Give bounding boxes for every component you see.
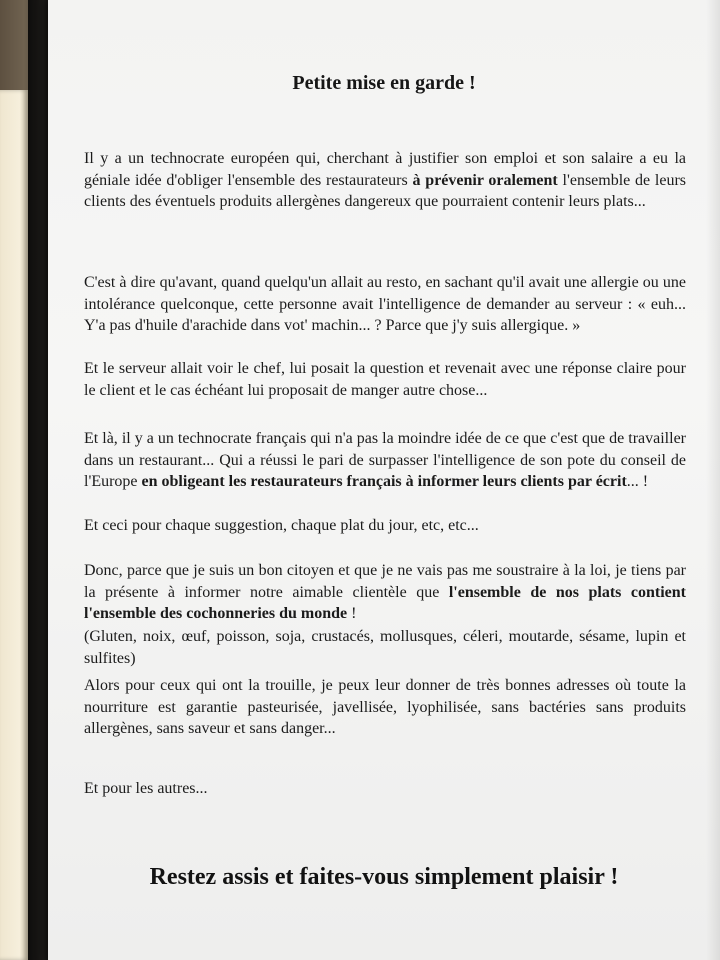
paragraph-1-bold: à prévenir oralement [412,171,558,189]
paragraph-2 [84,272,686,337]
paragraph-1-text: Il y a un technocrate européen qui, cherchant à justifier son emploi et son salaire a eu la géniale idée d'obliger l'ensemble des restaurateurs [84,150,686,189]
paragraph-8 [84,675,686,740]
paragraph-2-text: C'est à dire qu'avant, quand quelqu'un allait au resto, en sachant qu'il avait une allergie ou une intolérance quelconque, cette personne avait l'intelligence de demander au serveur : « euh... Y'a pas d'huile d'arachide dans vot' machin... ? Parce que j'y suis allergique. » [84,274,686,334]
binder-page-edge [0,90,28,960]
paragraph-6-text-end: ! [347,605,357,622]
paragraph-4 [84,428,686,493]
paragraph-3 [84,358,686,401]
paragraph-4-bold: en obligeant les restaurateurs français à informer leurs clients par écrit [141,473,627,490]
notice-sheet [48,0,720,960]
paragraph-6-bold: l'ensemble de nos plats contient l'ensemble des cochonneries du monde [84,583,686,622]
paragraph-8-text: Alors pour ceux qui ont la trouille, je peux leur donner de très bonnes adresses où toute la nourriture est garantie pasteurisée, javellisée, lyophilisée, sans bactéries sans produits allergènes, sans saveur et sans danger... [84,677,686,737]
closing-line: Restez assis et faites-vous simplement plaisir ! [149,864,619,890]
allergen-list-text: (Gluten, noix, œuf, poisson, soja, crustacés, mollusques, céleri, moutarde, sésame, lupin et sulfites) [84,628,686,667]
paragraph-9 [84,778,686,800]
paragraph-9-text: Et pour les autres... [84,780,208,797]
allergen-list [84,626,686,669]
paragraph-6 [84,560,686,625]
paragraph-6-text: Donc, parce que je suis un bon citoyen et que je ne vais pas me soustraire à la loi, je tiens par la présente à informer notre aimable clientèle que [84,562,686,601]
paragraph-5-text: Et ceci pour chaque suggestion, chaque plat du jour, etc, etc... [84,517,479,534]
paragraph-1-text-end: l'ensemble de leurs clients des éventuels produits allergènes dangereux que pourraient contenir leurs plats... [84,171,687,210]
page-title: Petite mise en garde ! [292,72,476,94]
paragraph-5 [84,515,686,537]
paragraph-4-text: Et là, il y a un technocrate français qui n'a pas la moindre idée de ce que c'est que de travailler dans un restaurant... Qui a réussi le pari de surpasser l'intelligence de son pote du conseil de l'Europe [84,430,686,490]
paragraph-4-text-end: ... ! [626,473,649,490]
paragraph-1 [84,148,686,213]
paragraph-3-text: Et le serveur allait voir le chef, lui posait la question et revenait avec une réponse claire pour le client et le cas échéant lui proposait de manger autre chose... [84,360,686,399]
